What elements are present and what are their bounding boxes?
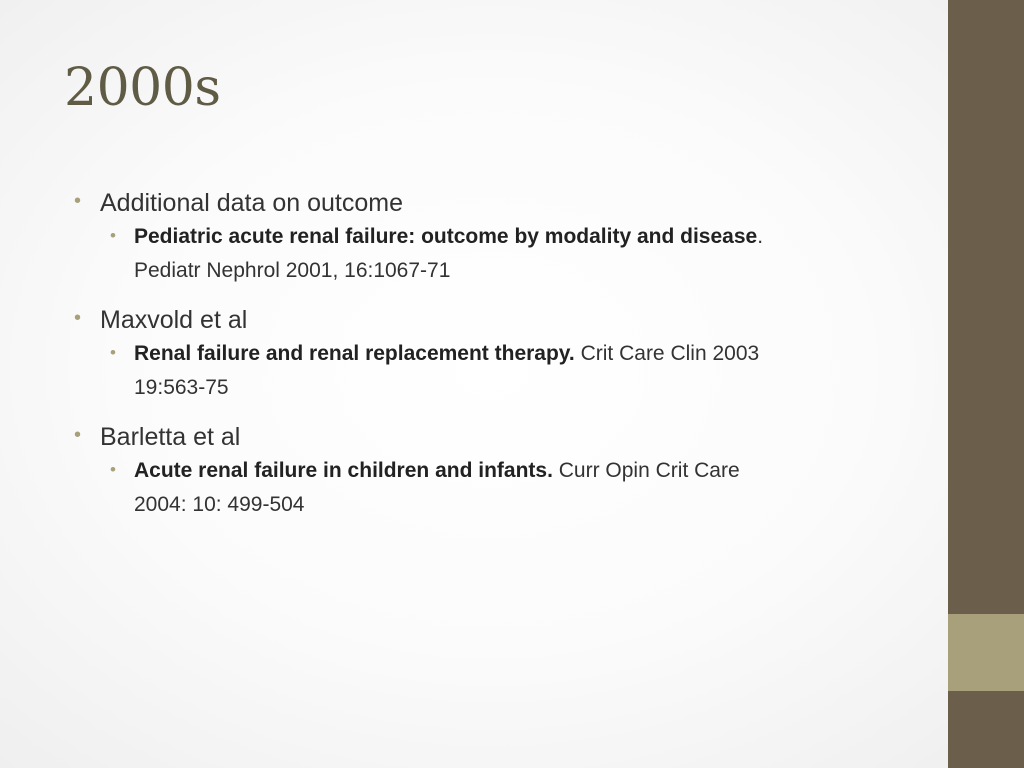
sub-bullet-reference [110,220,894,288]
bullet-icon: • [74,424,82,446]
bullet-text: Maxvold et al [100,306,248,334]
slide-content [74,186,904,522]
sub-bullet-icon: • [110,343,116,362]
bullet-icon: • [74,307,82,329]
reference-source: . [757,225,764,248]
reference-title: Pediatric acute renal failure: outcome by modality and disease [134,225,758,248]
sub-bullet-icon: • [110,226,116,245]
bullet-item-barletta [74,420,904,454]
reference-citation: 19:563-75 [134,376,229,399]
bullet-icon: • [74,190,82,212]
sub-bullet-icon: • [110,460,116,479]
bullet-text: Barletta et al [100,423,241,451]
reference-source: Crit Care Clin 2003 [574,342,760,365]
bullet-item-additional-data [74,186,904,220]
reference-title: Renal failure and renal replacement therapy. [134,342,575,365]
reference-source: Curr Opin Crit Care [552,459,740,482]
reference-title: Acute renal failure in children and infants. [134,459,553,482]
slide-title: 2000s [64,58,221,118]
bullet-item-maxvold [74,303,904,337]
bullet-text: Additional data on outcome [100,189,403,217]
sub-bullet-reference [110,454,894,522]
reference-citation: 2004: 10: 499-504 [134,493,305,516]
reference-citation: Pediatr Nephrol 2001, 16:1067-71 [134,259,451,282]
side-accent-block [948,614,1024,691]
sub-bullet-reference [110,337,894,405]
